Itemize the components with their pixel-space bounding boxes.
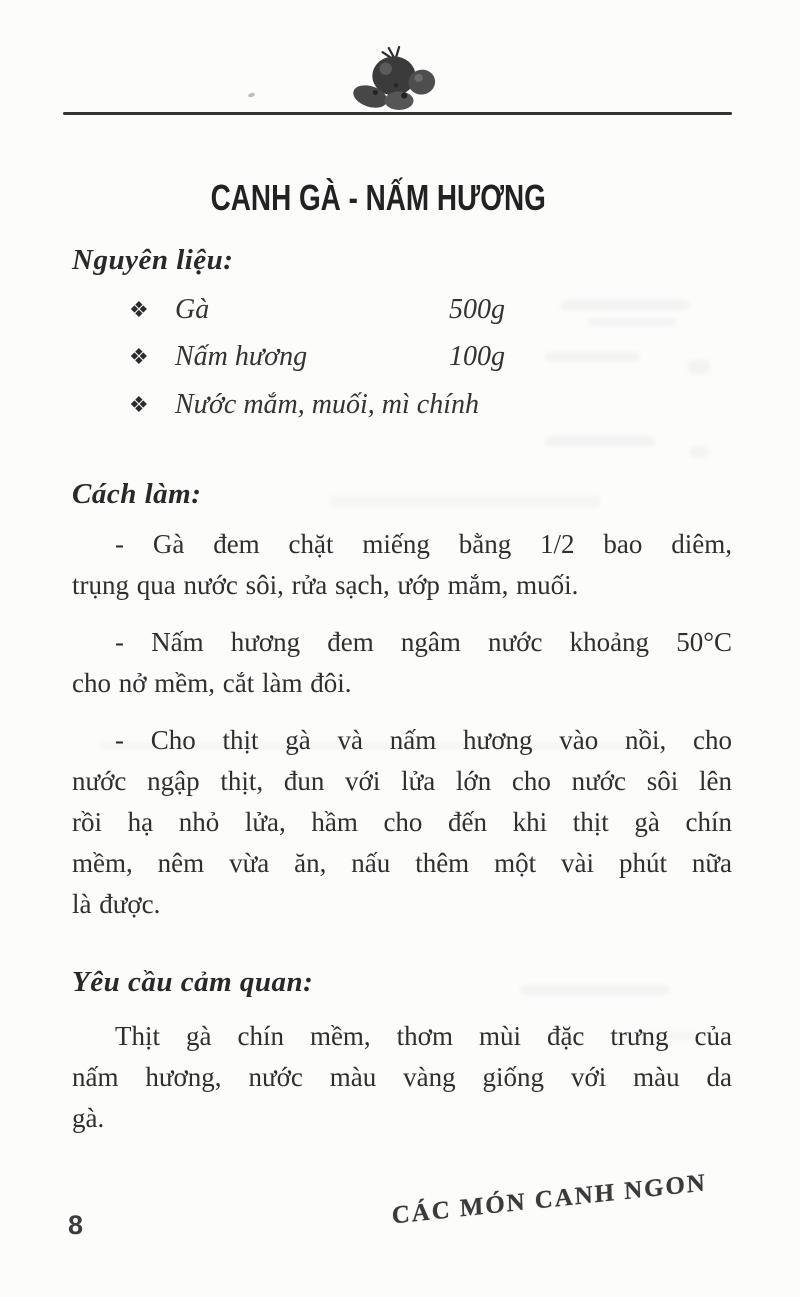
method-step-line: là được. <box>72 889 161 919</box>
ingredient-quantity: 100g <box>449 341 505 372</box>
diamond-bullet-icon: ❖ <box>129 392 149 417</box>
ingredient-name: Gà <box>175 294 210 325</box>
ingredient-row <box>72 294 732 326</box>
bleed-through-mark <box>330 496 600 508</box>
ingredient-name: Nấm hương <box>175 341 308 372</box>
diamond-bullet-icon: ❖ <box>129 344 149 369</box>
method-step <box>72 622 732 704</box>
bleed-through-mark <box>545 436 655 446</box>
sensory-heading: Yêu cầu cảm quan: <box>72 966 314 998</box>
method-step <box>72 720 732 925</box>
recipe-title: CANH GÀ - NẤM HƯƠNG <box>210 176 546 219</box>
scan-speck <box>248 92 256 98</box>
ingredients-heading: Nguyên liệu: <box>72 244 234 276</box>
method-step-line: - Cho thịt gà và nấm hương vào nồi, cho <box>115 725 732 755</box>
header-divider-rule <box>63 112 732 115</box>
sensory-line: Thịt gà chín mềm, thơm mùi đặc trưng của <box>115 1021 732 1051</box>
ingredient-name: Nước mắm, muối, mì chính <box>175 389 479 420</box>
bleed-through-mark <box>690 446 708 458</box>
ingredient-row <box>72 341 732 373</box>
sensory-line: nấm hương, nước màu vàng giống với màu da <box>72 1062 732 1092</box>
bleed-through-mark <box>520 985 670 995</box>
method-step-line: rồi hạ nhỏ lửa, hầm cho đến khi thịt gà chín <box>72 807 732 837</box>
vegetables-illustration <box>344 44 448 112</box>
page-number: 8 <box>68 1210 84 1240</box>
method-body <box>72 524 732 941</box>
recipe-title-wrap <box>0 176 800 219</box>
method-step-line: nước ngập thịt, đun với lửa lớn cho nước sôi lên <box>72 766 732 796</box>
method-heading: Cách làm: <box>72 478 202 510</box>
book-series-mark: CÁC MÓN CANH NGON <box>391 1169 708 1230</box>
sensory-body <box>72 1016 732 1139</box>
method-step-line: - Gà đem chặt miếng bằng 1/2 bao diêm, <box>115 529 732 559</box>
method-step-line: mềm, nêm vừa ăn, nấu thêm một vài phút nữa <box>72 848 732 878</box>
method-step <box>72 524 732 606</box>
sensory-line: gà. <box>72 1103 105 1133</box>
ingredient-row <box>72 389 732 421</box>
method-step-line: cho nở mềm, cắt làm đôi. <box>72 668 352 698</box>
ingredient-quantity: 500g <box>449 294 505 325</box>
method-step-line: - Nấm hương đem ngâm nước khoảng 50°C <box>115 627 732 657</box>
diamond-bullet-icon: ❖ <box>129 297 149 322</box>
method-step-line: trụng qua nước sôi, rửa sạch, ướp mắm, muối. <box>72 570 579 600</box>
